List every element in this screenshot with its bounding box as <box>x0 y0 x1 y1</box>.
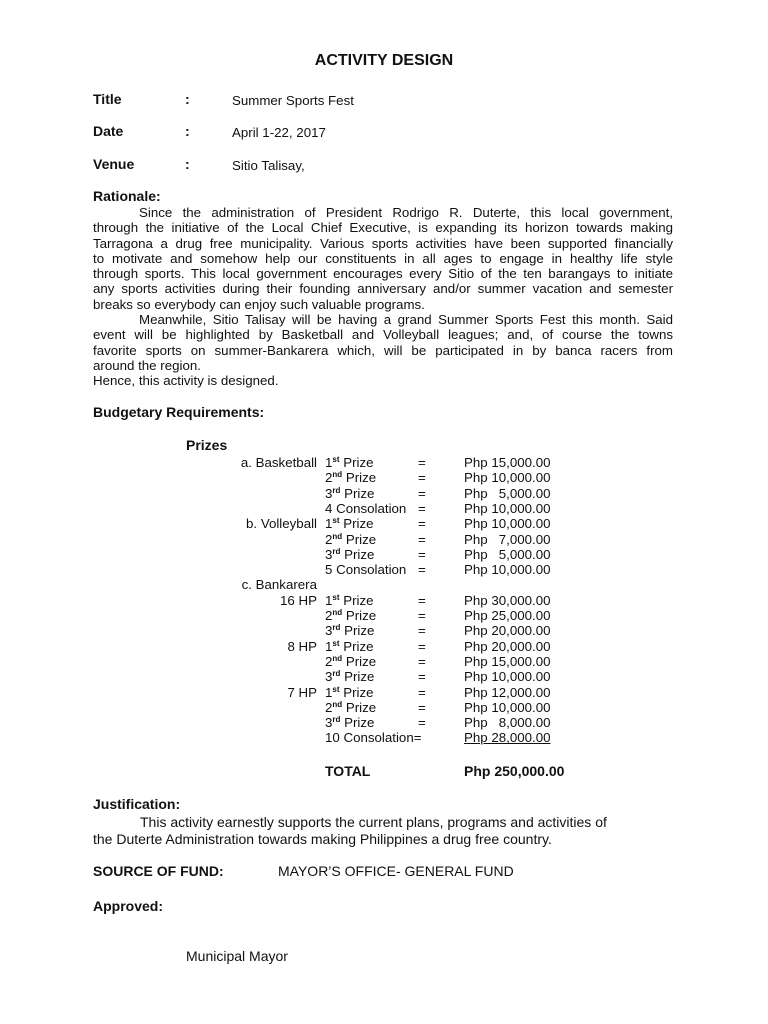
source-of-fund-label: SOURCE OF FUND: <box>93 863 224 879</box>
approved-heading: Approved: <box>93 898 163 914</box>
field-label-date: Date <box>93 123 124 139</box>
prize-label-text: Prize <box>342 608 377 623</box>
paragraph-line: Since the administration of President Rodrigo R. Duterte, this local government, <box>139 205 673 220</box>
prize-amount: Php 10,000.00 <box>464 516 551 532</box>
prize-label <box>325 608 376 623</box>
prize-amount: Php 20,000.00 <box>464 638 551 654</box>
prize-equals: = <box>418 485 426 501</box>
prize-label <box>325 715 374 730</box>
prize-amount: Php 30,000.00 <box>464 592 551 608</box>
prize-equals: = <box>418 669 426 685</box>
prize-ordinal-suffix: rd <box>332 623 341 633</box>
prize-amount: Php 10,000.00 <box>464 500 551 516</box>
prize-row <box>0 685 768 700</box>
prize-row <box>0 623 768 638</box>
prize-equals: = <box>418 715 426 731</box>
prize-amount: Php 8,000.00 <box>464 715 551 731</box>
field-label-venue: Venue <box>93 156 135 172</box>
prize-label <box>325 501 406 516</box>
prize-category: a. Basketball <box>240 455 317 470</box>
prize-label <box>325 562 406 577</box>
prize-label <box>325 470 376 485</box>
prize-label-text: Prize <box>340 715 375 731</box>
prize-ordinal-suffix: nd <box>332 608 343 617</box>
prize-row <box>0 547 768 562</box>
prize-place: 2 <box>325 608 333 623</box>
paragraph-line: through the initiative of the Local Chief Executive, is expanding its horizon towards making <box>93 220 673 236</box>
paragraph-line: favorite sports on summer-Bankarera which, will be participated in by banca racers from <box>93 342 673 358</box>
field-value-venue: Sitio Talisay, <box>232 158 305 173</box>
prize-place: 1 <box>325 455 333 470</box>
field-colon: : <box>185 91 190 107</box>
prize-equals: = <box>418 653 426 669</box>
prize-equals: = <box>418 699 426 715</box>
budget-heading: Budgetary Requirements: <box>93 404 265 420</box>
field-colon: : <box>185 123 190 139</box>
prize-place: 1 <box>325 592 333 608</box>
prize-category: 16 HP <box>280 592 317 608</box>
prize-amount: Php 12,000.00 <box>464 684 551 700</box>
prize-label-text: 5 Consolation <box>325 562 407 578</box>
prize-label-text: Prize <box>342 470 377 486</box>
prize-label-text: Prize <box>342 531 377 547</box>
prize-ordinal-suffix: rd <box>332 669 341 679</box>
prize-place: 2 <box>325 699 333 715</box>
prizes-heading: Prizes <box>186 437 228 453</box>
prize-equals: = <box>418 546 426 562</box>
prize-ordinal-suffix: nd <box>332 653 343 663</box>
field-colon: : <box>185 156 190 172</box>
paragraph-line: through sports. This local government encourages every Sitio of the ten barangays to initiate <box>93 266 673 282</box>
prize-place: 3 <box>325 485 333 501</box>
rationale-body <box>93 205 673 389</box>
total-label: TOTAL <box>325 763 371 779</box>
prize-label-text: Prize <box>342 653 377 669</box>
prize-label <box>325 516 374 531</box>
prize-ordinal-suffix: st <box>332 684 340 694</box>
prize-row <box>0 532 768 547</box>
prize-amount: Php 5,000.00 <box>464 546 551 562</box>
prize-row <box>0 455 768 470</box>
source-of-fund-value: MAYOR’S OFFICE- GENERAL FUND <box>278 863 514 879</box>
prize-row <box>0 486 768 501</box>
prize-equals: = <box>418 623 426 639</box>
prize-equals: = <box>418 608 426 623</box>
prize-label <box>325 532 376 547</box>
prize-ordinal-suffix: nd <box>332 470 343 480</box>
prize-label-text: Prize <box>339 592 374 608</box>
prize-label <box>325 654 376 669</box>
paragraph-line: to motivate and somehow help our constituents in all ages to engage in healthy life style <box>93 250 673 266</box>
prize-place: 2 <box>325 653 333 669</box>
prize-equals: = <box>418 638 426 654</box>
prize-row <box>0 562 768 577</box>
prize-row <box>0 654 768 669</box>
prize-row <box>0 516 768 531</box>
prize-label <box>325 700 376 715</box>
prize-label-text: Prize <box>339 455 374 470</box>
prize-amount: Php 25,000.00 <box>464 608 551 623</box>
prize-amount: Php 10,000.00 <box>464 562 551 578</box>
prize-row <box>0 700 768 715</box>
paragraph-line: any sports activities during their founding anniversary and/or summer vacation and semester <box>93 281 673 297</box>
prize-label <box>325 639 374 654</box>
prize-label <box>325 623 374 638</box>
prize-label-text: Prize <box>340 485 375 501</box>
rationale-heading: Rationale: <box>93 188 161 204</box>
prize-label <box>325 669 374 684</box>
prize-ordinal-suffix: nd <box>332 699 343 709</box>
prize-label <box>325 547 374 562</box>
prize-label <box>325 593 374 608</box>
prize-amount: Php 20,000.00 <box>464 623 551 639</box>
prize-amount: Php 7,000.00 <box>464 531 551 547</box>
prize-ordinal-suffix: st <box>332 592 340 602</box>
paragraph-line: event will be highlighted by Basketball and Volleyball leagues; and, of course the towns <box>93 327 673 343</box>
prize-row <box>0 730 768 745</box>
prize-label <box>325 685 374 700</box>
paragraph-line: around the region. <box>93 357 201 373</box>
prize-place: 3 <box>325 669 333 685</box>
paragraph-line: breaks so everybody can enjoy such valuable programs. <box>93 296 425 312</box>
justification-heading: Justification: <box>93 796 181 812</box>
prize-category: 7 HP <box>287 684 317 700</box>
prize-place: 3 <box>325 623 333 639</box>
prize-row <box>0 669 768 684</box>
prize-label <box>325 486 374 501</box>
prize-equals: = <box>418 455 426 470</box>
prize-row <box>0 715 768 730</box>
prize-amount: Php 28,000.00 <box>464 730 551 746</box>
prize-category: c. Bankarera <box>241 577 317 593</box>
prize-label-text: Prize <box>340 546 375 562</box>
prize-ordinal-suffix: st <box>332 516 340 526</box>
prize-category: 8 HP <box>287 638 317 654</box>
prize-amount: Php 15,000.00 <box>464 455 551 470</box>
prize-equals: = <box>418 470 426 486</box>
prize-equals: = <box>418 516 426 532</box>
prize-amount: Php 10,000.00 <box>464 699 551 715</box>
prize-label-text: Prize <box>339 684 374 700</box>
prize-label-text: Prize <box>342 699 377 715</box>
prize-amount: Php 10,000.00 <box>464 669 551 685</box>
prize-label-text: 4 Consolation <box>325 500 407 516</box>
prize-row <box>0 501 768 516</box>
field-label-title: Title <box>93 91 122 107</box>
paragraph-line: Hence, this activity is designed. <box>93 373 279 389</box>
prize-label <box>325 730 421 745</box>
prize-place: 2 <box>325 531 333 547</box>
justification-line: the Duterte Administration towards making Philippines a drug free country. <box>93 831 552 847</box>
prize-label-text: Prize <box>340 623 375 639</box>
prize-label <box>325 455 374 470</box>
prize-ordinal-suffix: rd <box>332 715 341 725</box>
prize-ordinal-suffix: rd <box>332 546 341 556</box>
prize-amount: Php 10,000.00 <box>464 470 551 486</box>
prize-row <box>0 639 768 654</box>
prize-row <box>0 470 768 485</box>
prize-amount: Php 5,000.00 <box>464 485 551 501</box>
prize-label-text: Prize <box>339 516 374 532</box>
signatory-title: Municipal Mayor <box>186 948 288 964</box>
prize-equals: = <box>418 562 426 578</box>
prize-place: 2 <box>325 470 333 486</box>
prize-row <box>0 608 768 623</box>
paragraph-line: Meanwhile, Sitio Talisay will be having a grand Summer Sports Fest this month. Said <box>139 312 673 328</box>
field-value-title: Summer Sports Fest <box>232 93 354 108</box>
prize-place: 1 <box>325 684 333 700</box>
prize-equals: = <box>418 592 426 608</box>
prize-label-text: Prize <box>340 669 375 685</box>
justification-line: This activity earnestly supports the current plans, programs and activities of <box>140 814 607 830</box>
total-amount: Php 250,000.00 <box>464 763 565 779</box>
prize-equals: = <box>418 500 426 516</box>
prize-ordinal-suffix: rd <box>332 485 341 495</box>
prize-ordinal-suffix: nd <box>332 531 343 541</box>
prize-category: b. Volleyball <box>246 516 317 532</box>
prize-place: 3 <box>325 546 333 562</box>
prize-amount: Php 15,000.00 <box>464 653 551 669</box>
prize-place: 1 <box>325 516 333 532</box>
prize-label-text: Prize <box>339 638 374 654</box>
prize-row <box>0 577 768 592</box>
prize-ordinal-suffix: st <box>332 455 340 464</box>
paragraph-line: Tarragona a drug free municipality. Various sports activities have been supported financially <box>93 235 673 251</box>
prize-label-text: 10 Consolation= <box>325 730 422 746</box>
prize-equals: = <box>418 531 426 547</box>
prize-place: 3 <box>325 715 333 731</box>
document-title: ACTIVITY DESIGN <box>314 52 454 69</box>
prize-ordinal-suffix: st <box>332 638 340 648</box>
prize-row <box>0 593 768 608</box>
field-value-date: April 1-22, 2017 <box>232 125 326 140</box>
prize-equals: = <box>418 684 426 700</box>
prize-place: 1 <box>325 638 333 654</box>
